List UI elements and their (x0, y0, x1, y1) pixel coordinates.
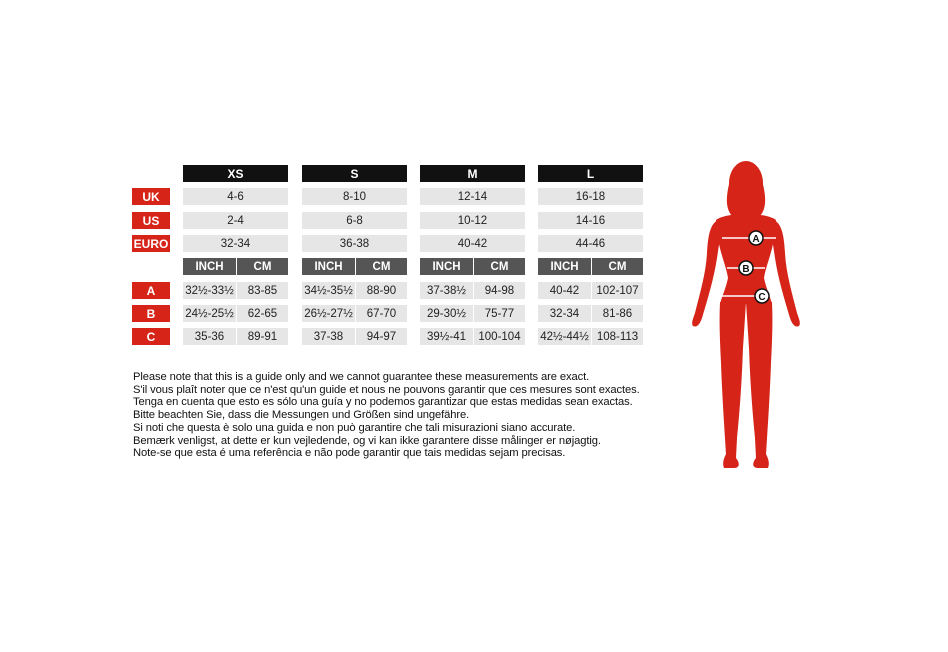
cell-a-m-inch: 37-38½ (420, 282, 473, 299)
row-label-us: US (132, 212, 170, 229)
cell-uk-s: 8-10 (302, 188, 407, 205)
row-label-c: C (132, 328, 170, 345)
cell-c-m-cm: 100-104 (474, 328, 525, 345)
cell-us-l: 14-16 (538, 212, 643, 229)
marker-b (739, 261, 753, 275)
cell-euro-m: 40-42 (420, 235, 525, 252)
cell-b-m-inch: 29-30½ (420, 305, 473, 322)
size-header-m: M (420, 165, 525, 182)
cell-a-l-inch: 40-42 (538, 282, 591, 299)
cell-euro-xs: 32-34 (183, 235, 288, 252)
cell-a-m-cm: 94-98 (474, 282, 525, 299)
cell-a-s-cm: 88-90 (356, 282, 407, 299)
unit-header-cm: CM (356, 258, 407, 275)
cell-euro-s: 36-38 (302, 235, 407, 252)
cell-b-l-cm: 81-86 (592, 305, 643, 322)
cell-c-m-inch: 39½-41 (420, 328, 473, 345)
unit-header-cm: CM (237, 258, 288, 275)
note-spanish: Tenga en cuenta que esto es sólo una guía y no podemos garantizar que estas medidas sean exactas. (133, 396, 633, 409)
unit-header-inch: INCH (183, 258, 236, 275)
cell-c-s-cm: 94-97 (356, 328, 407, 345)
cell-euro-l: 44-46 (538, 235, 643, 252)
unit-header-cm: CM (592, 258, 643, 275)
cell-a-s-inch: 34½-35½ (302, 282, 355, 299)
unit-header-inch: INCH (420, 258, 473, 275)
cell-b-s-inch: 26½-27½ (302, 305, 355, 322)
note-italian: Si noti che questa è solo una guida e non può garantire che tali misurazioni siano accurate. (133, 421, 576, 434)
cell-b-xs-cm: 62-65 (237, 305, 288, 322)
cell-c-xs-cm: 89-91 (237, 328, 288, 345)
cell-uk-m: 12-14 (420, 188, 525, 205)
cell-a-xs-inch: 32½-33½ (183, 282, 236, 299)
unit-header-cm: CM (474, 258, 525, 275)
note-danish: Bemærk venligst, at dette er kun vejledende, og vi kan ikke garantere disse målinger er nøjagtig. (133, 434, 601, 447)
size-header-l: L (538, 165, 643, 182)
unit-header-inch: INCH (302, 258, 355, 275)
cell-b-s-cm: 67-70 (356, 305, 407, 322)
cell-us-xs: 2-4 (183, 212, 288, 229)
cell-c-l-inch: 42½-44½ (538, 328, 591, 345)
marker-c (755, 289, 769, 303)
disclaimer-notes (133, 371, 653, 460)
marker-a (749, 231, 763, 245)
row-label-b: B (132, 305, 170, 322)
body-figure (680, 158, 810, 474)
size-header-xs: XS (183, 165, 288, 182)
cell-c-xs-inch: 35-36 (183, 328, 236, 345)
woman-silhouette (692, 161, 800, 468)
size-header-s: S (302, 165, 407, 182)
note-portuguese: Note-se que esta é uma referência e não pode garantir que tais medidas sejam precisas. (133, 447, 566, 460)
unit-header-inch: INCH (538, 258, 591, 275)
cell-c-s-inch: 37-38 (302, 328, 355, 345)
cell-b-l-inch: 32-34 (538, 305, 591, 322)
row-label-euro: EURO (133, 236, 169, 251)
cell-b-xs-inch: 24½-25½ (183, 305, 236, 322)
cell-c-l-cm: 108-113 (592, 328, 643, 345)
cell-us-m: 10-12 (420, 212, 525, 229)
cell-uk-xs: 4-6 (183, 188, 288, 205)
note-french: S'il vous plaît noter que ce n'est qu'un guide et nous ne pouvons garantir que ces mesures sont exactes. (133, 383, 640, 396)
cell-uk-l: 16-18 (538, 188, 643, 205)
note-english: Please note that this is a guide only and we cannot guarantee these measurements are exact. (133, 371, 590, 383)
note-german: Bitte beachten Sie, dass die Messungen und Größen sind ungefähre. (133, 409, 470, 422)
cell-a-l-cm: 102-107 (592, 282, 643, 299)
row-label-a: A (132, 282, 170, 299)
marker-c-label: C (758, 292, 766, 303)
row-label-uk: UK (132, 188, 170, 205)
cell-b-m-cm: 75-77 (474, 305, 525, 322)
marker-a-label: A (752, 234, 760, 245)
cell-us-s: 6-8 (302, 212, 407, 229)
cell-a-xs-cm: 83-85 (237, 282, 288, 299)
marker-b-label: B (742, 264, 750, 275)
